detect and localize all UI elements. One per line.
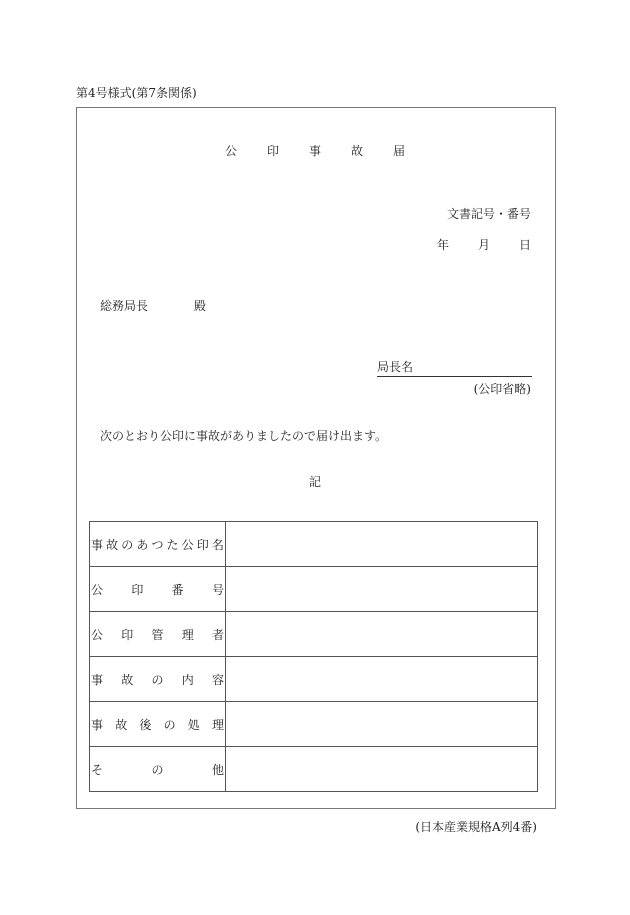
date-line xyxy=(437,236,531,253)
document-number-label: 文書記号・番号 xyxy=(446,207,531,221)
row-label-text xyxy=(91,761,224,778)
table-row xyxy=(90,567,538,612)
table-row xyxy=(90,612,538,657)
row-label xyxy=(90,567,226,612)
row-label xyxy=(90,657,226,702)
row-label xyxy=(90,747,226,792)
row-value-field[interactable] xyxy=(226,702,538,747)
title-char: 印 xyxy=(266,144,279,158)
form-number: 第4号様式(第7条関係) xyxy=(76,86,197,100)
recipient-honorific: 殿 xyxy=(194,299,207,313)
details-table xyxy=(89,521,538,792)
label-char: 名 xyxy=(211,537,224,552)
row-value-field[interactable] xyxy=(226,612,538,657)
row-label-text xyxy=(91,581,224,598)
table-row xyxy=(90,522,538,567)
label-char: 事 xyxy=(91,672,104,687)
label-char: 管 xyxy=(151,627,164,642)
label-char: の xyxy=(163,717,176,732)
paper-size-note: (日本産業規格A列4番) xyxy=(415,820,537,834)
label-char: 公 xyxy=(91,582,104,597)
label-char: 者 xyxy=(211,627,224,642)
label-char: 処 xyxy=(187,717,200,732)
label-char: 印 xyxy=(121,627,134,642)
seal-omitted-note: (公印省略) xyxy=(473,382,531,396)
label-char: 理 xyxy=(211,717,224,732)
label-char: 故 xyxy=(115,717,128,732)
title-char: 故 xyxy=(351,144,364,158)
label-char: 号 xyxy=(211,582,224,597)
date-day: 日 xyxy=(518,238,531,252)
title-char: 事 xyxy=(308,144,321,158)
row-label-text xyxy=(91,626,224,643)
table-row xyxy=(90,747,538,792)
label-char: 公 xyxy=(91,627,104,642)
label-char: 公 xyxy=(181,537,194,552)
recipient xyxy=(100,297,206,314)
row-label xyxy=(90,612,226,657)
title-char: 公 xyxy=(224,144,237,158)
label-char: 印 xyxy=(196,537,209,552)
label-char: 故 xyxy=(106,537,119,552)
director-name-line xyxy=(377,358,532,377)
label-char: た xyxy=(166,537,179,552)
director-name-label: 局長名 xyxy=(377,360,414,374)
label-char: 内 xyxy=(181,672,194,687)
label-char: 理 xyxy=(181,627,194,642)
label-char: 他 xyxy=(211,762,224,777)
label-char: の xyxy=(151,672,164,687)
label-char: あ xyxy=(136,537,149,552)
label-char: そ xyxy=(91,762,104,777)
row-label-text xyxy=(91,671,224,688)
label-char: 印 xyxy=(131,582,144,597)
row-value-field[interactable] xyxy=(226,747,538,792)
table-row xyxy=(90,657,538,702)
label-char: の xyxy=(121,537,134,552)
label-char: の xyxy=(151,762,164,777)
date-year: 年 xyxy=(437,238,450,252)
label-char: 容 xyxy=(211,672,224,687)
recipient-name: 総務局長 xyxy=(100,299,149,313)
ki-heading: 記 xyxy=(308,475,321,489)
label-char: 後 xyxy=(139,717,152,732)
label-char: 事 xyxy=(91,717,104,732)
title-char: 届 xyxy=(393,144,406,158)
label-char: 番 xyxy=(171,582,184,597)
label-char: 事 xyxy=(91,537,104,552)
label-char: 故 xyxy=(121,672,134,687)
row-value-field[interactable] xyxy=(226,567,538,612)
row-value-field[interactable] xyxy=(226,522,538,567)
statement-text: 次のとおり公印に事故がありましたので届け出ます。 xyxy=(100,429,388,443)
document-title xyxy=(0,142,630,159)
row-label-text xyxy=(91,716,224,733)
row-label xyxy=(90,522,226,567)
date-month: 月 xyxy=(477,238,490,252)
row-label xyxy=(90,702,226,747)
label-char: つ xyxy=(151,537,164,552)
row-label-text xyxy=(91,536,224,553)
row-value-field[interactable] xyxy=(226,657,538,702)
table-row xyxy=(90,702,538,747)
